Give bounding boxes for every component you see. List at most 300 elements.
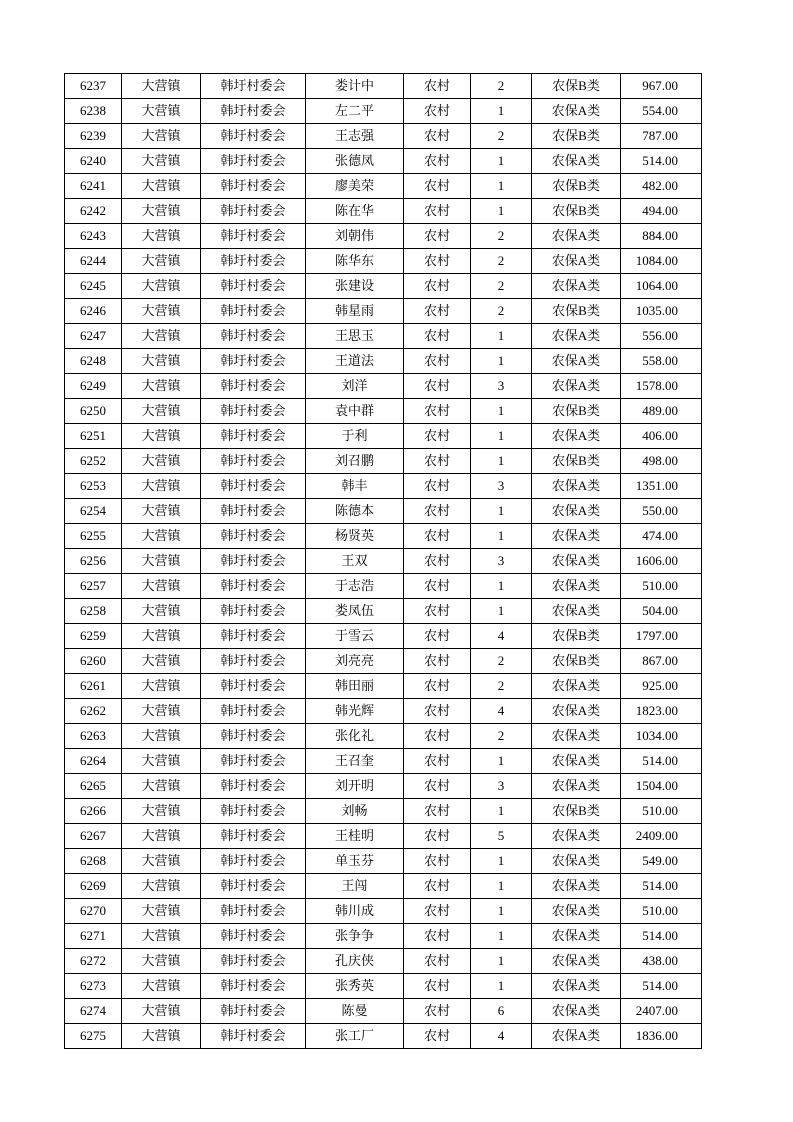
cell-residence-type: 农村 bbox=[404, 199, 471, 224]
cell-town: 大营镇 bbox=[122, 224, 201, 249]
cell-village-committee: 韩圩村委会 bbox=[201, 249, 306, 274]
cell-amount: 498.00 bbox=[621, 449, 702, 474]
cell-town: 大营镇 bbox=[122, 424, 201, 449]
cell-town: 大营镇 bbox=[122, 349, 201, 374]
cell-residence-type: 农村 bbox=[404, 174, 471, 199]
cell-town: 大营镇 bbox=[122, 99, 201, 124]
cell-name: 张德凤 bbox=[306, 149, 404, 174]
cell-person-count: 1 bbox=[471, 199, 532, 224]
cell-residence-type: 农村 bbox=[404, 299, 471, 324]
cell-amount: 1504.00 bbox=[621, 774, 702, 799]
cell-person-count: 1 bbox=[471, 449, 532, 474]
cell-insurance-category: 农保B类 bbox=[532, 649, 621, 674]
table-row bbox=[65, 299, 702, 324]
cell-village-committee: 韩圩村委会 bbox=[201, 774, 306, 799]
table-row bbox=[65, 149, 702, 174]
cell-amount: 1606.00 bbox=[621, 549, 702, 574]
cell-serial-number: 6241 bbox=[65, 174, 122, 199]
cell-village-committee: 韩圩村委会 bbox=[201, 74, 306, 99]
cell-town: 大营镇 bbox=[122, 649, 201, 674]
table-row bbox=[65, 124, 702, 149]
cell-insurance-category: 农保A类 bbox=[532, 549, 621, 574]
cell-serial-number: 6238 bbox=[65, 99, 122, 124]
cell-town: 大营镇 bbox=[122, 449, 201, 474]
cell-name: 王道法 bbox=[306, 349, 404, 374]
cell-serial-number: 6268 bbox=[65, 849, 122, 874]
cell-insurance-category: 农保A类 bbox=[532, 474, 621, 499]
cell-town: 大营镇 bbox=[122, 974, 201, 999]
cell-amount: 556.00 bbox=[621, 324, 702, 349]
table-body bbox=[65, 74, 702, 1049]
cell-serial-number: 6256 bbox=[65, 549, 122, 574]
cell-person-count: 4 bbox=[471, 624, 532, 649]
cell-person-count: 1 bbox=[471, 924, 532, 949]
cell-name: 袁中群 bbox=[306, 399, 404, 424]
cell-person-count: 4 bbox=[471, 699, 532, 724]
cell-amount: 494.00 bbox=[621, 199, 702, 224]
cell-village-committee: 韩圩村委会 bbox=[201, 949, 306, 974]
cell-town: 大营镇 bbox=[122, 124, 201, 149]
cell-person-count: 2 bbox=[471, 674, 532, 699]
cell-person-count: 5 bbox=[471, 824, 532, 849]
cell-town: 大营镇 bbox=[122, 849, 201, 874]
cell-amount: 474.00 bbox=[621, 524, 702, 549]
cell-person-count: 1 bbox=[471, 849, 532, 874]
cell-town: 大营镇 bbox=[122, 774, 201, 799]
cell-village-committee: 韩圩村委会 bbox=[201, 824, 306, 849]
cell-village-committee: 韩圩村委会 bbox=[201, 574, 306, 599]
cell-name: 王双 bbox=[306, 549, 404, 574]
cell-amount: 489.00 bbox=[621, 399, 702, 424]
table-row bbox=[65, 349, 702, 374]
cell-name: 孔庆侠 bbox=[306, 949, 404, 974]
table-row bbox=[65, 899, 702, 924]
cell-person-count: 1 bbox=[471, 749, 532, 774]
cell-amount: 482.00 bbox=[621, 174, 702, 199]
table-row bbox=[65, 224, 702, 249]
cell-amount: 787.00 bbox=[621, 124, 702, 149]
cell-insurance-category: 农保A类 bbox=[532, 499, 621, 524]
cell-name: 廖美荣 bbox=[306, 174, 404, 199]
cell-name: 刘开明 bbox=[306, 774, 404, 799]
cell-village-committee: 韩圩村委会 bbox=[201, 324, 306, 349]
cell-village-committee: 韩圩村委会 bbox=[201, 99, 306, 124]
table-row bbox=[65, 924, 702, 949]
table-row bbox=[65, 74, 702, 99]
cell-insurance-category: 农保B类 bbox=[532, 624, 621, 649]
cell-insurance-category: 农保A类 bbox=[532, 324, 621, 349]
cell-town: 大营镇 bbox=[122, 399, 201, 424]
cell-residence-type: 农村 bbox=[404, 124, 471, 149]
cell-name: 张建设 bbox=[306, 274, 404, 299]
cell-insurance-category: 农保A类 bbox=[532, 674, 621, 699]
table-row bbox=[65, 424, 702, 449]
cell-village-committee: 韩圩村委会 bbox=[201, 599, 306, 624]
cell-residence-type: 农村 bbox=[404, 74, 471, 99]
cell-village-committee: 韩圩村委会 bbox=[201, 699, 306, 724]
table-row bbox=[65, 824, 702, 849]
cell-residence-type: 农村 bbox=[404, 874, 471, 899]
cell-amount: 1351.00 bbox=[621, 474, 702, 499]
cell-name: 于利 bbox=[306, 424, 404, 449]
table-row bbox=[65, 274, 702, 299]
table-row bbox=[65, 874, 702, 899]
cell-insurance-category: 农保A类 bbox=[532, 249, 621, 274]
cell-serial-number: 6267 bbox=[65, 824, 122, 849]
cell-name: 单玉芬 bbox=[306, 849, 404, 874]
cell-name: 刘洋 bbox=[306, 374, 404, 399]
cell-amount: 1823.00 bbox=[621, 699, 702, 724]
cell-person-count: 1 bbox=[471, 99, 532, 124]
cell-name: 王思玉 bbox=[306, 324, 404, 349]
cell-amount: 510.00 bbox=[621, 574, 702, 599]
cell-name: 韩星雨 bbox=[306, 299, 404, 324]
cell-amount: 1035.00 bbox=[621, 299, 702, 324]
cell-name: 左二平 bbox=[306, 99, 404, 124]
cell-village-committee: 韩圩村委会 bbox=[201, 974, 306, 999]
cell-serial-number: 6239 bbox=[65, 124, 122, 149]
cell-village-committee: 韩圩村委会 bbox=[201, 874, 306, 899]
cell-insurance-category: 农保A类 bbox=[532, 224, 621, 249]
cell-serial-number: 6261 bbox=[65, 674, 122, 699]
cell-name: 于志浩 bbox=[306, 574, 404, 599]
cell-person-count: 4 bbox=[471, 1024, 532, 1049]
cell-town: 大营镇 bbox=[122, 749, 201, 774]
cell-residence-type: 农村 bbox=[404, 924, 471, 949]
cell-town: 大营镇 bbox=[122, 274, 201, 299]
cell-amount: 1797.00 bbox=[621, 624, 702, 649]
cell-residence-type: 农村 bbox=[404, 499, 471, 524]
cell-town: 大营镇 bbox=[122, 724, 201, 749]
table-row bbox=[65, 799, 702, 824]
cell-village-committee: 韩圩村委会 bbox=[201, 299, 306, 324]
cell-name: 杨贤英 bbox=[306, 524, 404, 549]
cell-serial-number: 6260 bbox=[65, 649, 122, 674]
cell-residence-type: 农村 bbox=[404, 974, 471, 999]
cell-person-count: 1 bbox=[471, 974, 532, 999]
cell-insurance-category: 农保A类 bbox=[532, 699, 621, 724]
cell-village-committee: 韩圩村委会 bbox=[201, 424, 306, 449]
cell-village-committee: 韩圩村委会 bbox=[201, 749, 306, 774]
cell-insurance-category: 农保A类 bbox=[532, 724, 621, 749]
cell-amount: 504.00 bbox=[621, 599, 702, 624]
cell-residence-type: 农村 bbox=[404, 449, 471, 474]
cell-village-committee: 韩圩村委会 bbox=[201, 399, 306, 424]
cell-insurance-category: 农保B类 bbox=[532, 799, 621, 824]
table-row bbox=[65, 199, 702, 224]
cell-residence-type: 农村 bbox=[404, 649, 471, 674]
table-row bbox=[65, 649, 702, 674]
table-row bbox=[65, 399, 702, 424]
cell-town: 大营镇 bbox=[122, 899, 201, 924]
cell-amount: 514.00 bbox=[621, 924, 702, 949]
table-row bbox=[65, 1024, 702, 1049]
cell-person-count: 1 bbox=[471, 574, 532, 599]
cell-serial-number: 6270 bbox=[65, 899, 122, 924]
cell-town: 大营镇 bbox=[122, 199, 201, 224]
cell-serial-number: 6255 bbox=[65, 524, 122, 549]
cell-residence-type: 农村 bbox=[404, 349, 471, 374]
cell-amount: 2407.00 bbox=[621, 999, 702, 1024]
cell-village-committee: 韩圩村委会 bbox=[201, 799, 306, 824]
cell-person-count: 1 bbox=[471, 324, 532, 349]
cell-residence-type: 农村 bbox=[404, 699, 471, 724]
cell-amount: 925.00 bbox=[621, 674, 702, 699]
cell-serial-number: 6243 bbox=[65, 224, 122, 249]
cell-serial-number: 6237 bbox=[65, 74, 122, 99]
cell-name: 王志强 bbox=[306, 124, 404, 149]
cell-person-count: 2 bbox=[471, 724, 532, 749]
cell-residence-type: 农村 bbox=[404, 849, 471, 874]
cell-amount: 514.00 bbox=[621, 149, 702, 174]
cell-name: 韩田丽 bbox=[306, 674, 404, 699]
cell-town: 大营镇 bbox=[122, 549, 201, 574]
cell-town: 大营镇 bbox=[122, 524, 201, 549]
cell-serial-number: 6246 bbox=[65, 299, 122, 324]
cell-residence-type: 农村 bbox=[404, 424, 471, 449]
cell-insurance-category: 农保A类 bbox=[532, 749, 621, 774]
cell-person-count: 1 bbox=[471, 399, 532, 424]
cell-serial-number: 6248 bbox=[65, 349, 122, 374]
cell-insurance-category: 农保A类 bbox=[532, 1024, 621, 1049]
cell-village-committee: 韩圩村委会 bbox=[201, 499, 306, 524]
table-row bbox=[65, 324, 702, 349]
cell-amount: 549.00 bbox=[621, 849, 702, 874]
cell-insurance-category: 农保A类 bbox=[532, 774, 621, 799]
cell-insurance-category: 农保A类 bbox=[532, 999, 621, 1024]
cell-amount: 514.00 bbox=[621, 874, 702, 899]
cell-serial-number: 6273 bbox=[65, 974, 122, 999]
cell-village-committee: 韩圩村委会 bbox=[201, 899, 306, 924]
cell-person-count: 1 bbox=[471, 949, 532, 974]
cell-insurance-category: 农保B类 bbox=[532, 74, 621, 99]
table-row bbox=[65, 499, 702, 524]
cell-serial-number: 6240 bbox=[65, 149, 122, 174]
cell-serial-number: 6249 bbox=[65, 374, 122, 399]
table-row bbox=[65, 674, 702, 699]
cell-village-committee: 韩圩村委会 bbox=[201, 124, 306, 149]
cell-residence-type: 农村 bbox=[404, 749, 471, 774]
cell-person-count: 2 bbox=[471, 649, 532, 674]
cell-name: 刘朝伟 bbox=[306, 224, 404, 249]
cell-serial-number: 6274 bbox=[65, 999, 122, 1024]
cell-village-committee: 韩圩村委会 bbox=[201, 674, 306, 699]
cell-village-committee: 韩圩村委会 bbox=[201, 174, 306, 199]
cell-name: 陈德本 bbox=[306, 499, 404, 524]
cell-town: 大营镇 bbox=[122, 74, 201, 99]
cell-person-count: 1 bbox=[471, 499, 532, 524]
cell-insurance-category: 农保A类 bbox=[532, 274, 621, 299]
cell-amount: 1578.00 bbox=[621, 374, 702, 399]
cell-village-committee: 韩圩村委会 bbox=[201, 999, 306, 1024]
cell-insurance-category: 农保A类 bbox=[532, 824, 621, 849]
cell-insurance-category: 农保A类 bbox=[532, 949, 621, 974]
table-row bbox=[65, 599, 702, 624]
cell-name: 韩光辉 bbox=[306, 699, 404, 724]
cell-village-committee: 韩圩村委会 bbox=[201, 199, 306, 224]
cell-insurance-category: 农保A类 bbox=[532, 874, 621, 899]
cell-serial-number: 6259 bbox=[65, 624, 122, 649]
cell-residence-type: 农村 bbox=[404, 549, 471, 574]
cell-person-count: 3 bbox=[471, 374, 532, 399]
cell-serial-number: 6250 bbox=[65, 399, 122, 424]
cell-town: 大营镇 bbox=[122, 824, 201, 849]
cell-village-committee: 韩圩村委会 bbox=[201, 474, 306, 499]
cell-serial-number: 6253 bbox=[65, 474, 122, 499]
cell-town: 大营镇 bbox=[122, 599, 201, 624]
cell-residence-type: 农村 bbox=[404, 474, 471, 499]
cell-name: 韩川成 bbox=[306, 899, 404, 924]
cell-village-committee: 韩圩村委会 bbox=[201, 349, 306, 374]
cell-town: 大营镇 bbox=[122, 1024, 201, 1049]
cell-town: 大营镇 bbox=[122, 149, 201, 174]
cell-serial-number: 6266 bbox=[65, 799, 122, 824]
cell-town: 大营镇 bbox=[122, 174, 201, 199]
cell-insurance-category: 农保A类 bbox=[532, 899, 621, 924]
cell-person-count: 2 bbox=[471, 249, 532, 274]
cell-insurance-category: 农保B类 bbox=[532, 199, 621, 224]
table-row bbox=[65, 974, 702, 999]
cell-amount: 558.00 bbox=[621, 349, 702, 374]
cell-insurance-category: 农保A类 bbox=[532, 974, 621, 999]
cell-serial-number: 6269 bbox=[65, 874, 122, 899]
cell-amount: 510.00 bbox=[621, 799, 702, 824]
cell-serial-number: 6272 bbox=[65, 949, 122, 974]
cell-name: 刘亮亮 bbox=[306, 649, 404, 674]
cell-person-count: 2 bbox=[471, 224, 532, 249]
cell-insurance-category: 农保A类 bbox=[532, 849, 621, 874]
cell-town: 大营镇 bbox=[122, 924, 201, 949]
cell-serial-number: 6264 bbox=[65, 749, 122, 774]
table-row bbox=[65, 99, 702, 124]
table-row bbox=[65, 724, 702, 749]
cell-amount: 967.00 bbox=[621, 74, 702, 99]
cell-name: 陈华东 bbox=[306, 249, 404, 274]
cell-person-count: 6 bbox=[471, 999, 532, 1024]
cell-insurance-category: 农保A类 bbox=[532, 524, 621, 549]
cell-serial-number: 6275 bbox=[65, 1024, 122, 1049]
cell-name: 刘召鹏 bbox=[306, 449, 404, 474]
cell-town: 大营镇 bbox=[122, 799, 201, 824]
cell-residence-type: 农村 bbox=[404, 799, 471, 824]
table-row bbox=[65, 174, 702, 199]
cell-village-committee: 韩圩村委会 bbox=[201, 649, 306, 674]
cell-name: 王桂明 bbox=[306, 824, 404, 849]
cell-serial-number: 6242 bbox=[65, 199, 122, 224]
cell-person-count: 2 bbox=[471, 274, 532, 299]
cell-town: 大营镇 bbox=[122, 474, 201, 499]
cell-town: 大营镇 bbox=[122, 674, 201, 699]
cell-insurance-category: 农保A类 bbox=[532, 349, 621, 374]
cell-village-committee: 韩圩村委会 bbox=[201, 449, 306, 474]
cell-amount: 514.00 bbox=[621, 749, 702, 774]
cell-name: 于雪云 bbox=[306, 624, 404, 649]
cell-town: 大营镇 bbox=[122, 324, 201, 349]
cell-serial-number: 6247 bbox=[65, 324, 122, 349]
cell-serial-number: 6258 bbox=[65, 599, 122, 624]
cell-village-committee: 韩圩村委会 bbox=[201, 524, 306, 549]
cell-person-count: 1 bbox=[471, 899, 532, 924]
cell-village-committee: 韩圩村委会 bbox=[201, 849, 306, 874]
cell-serial-number: 6254 bbox=[65, 499, 122, 524]
cell-residence-type: 农村 bbox=[404, 374, 471, 399]
cell-person-count: 1 bbox=[471, 799, 532, 824]
cell-town: 大营镇 bbox=[122, 624, 201, 649]
cell-village-committee: 韩圩村委会 bbox=[201, 924, 306, 949]
cell-serial-number: 6252 bbox=[65, 449, 122, 474]
cell-person-count: 1 bbox=[471, 349, 532, 374]
cell-insurance-category: 农保A类 bbox=[532, 374, 621, 399]
cell-residence-type: 农村 bbox=[404, 249, 471, 274]
cell-insurance-category: 农保A类 bbox=[532, 149, 621, 174]
cell-name: 张化礼 bbox=[306, 724, 404, 749]
cell-person-count: 3 bbox=[471, 549, 532, 574]
cell-amount: 1064.00 bbox=[621, 274, 702, 299]
cell-person-count: 1 bbox=[471, 599, 532, 624]
table-row bbox=[65, 749, 702, 774]
cell-person-count: 1 bbox=[471, 524, 532, 549]
cell-amount: 2409.00 bbox=[621, 824, 702, 849]
cell-residence-type: 农村 bbox=[404, 999, 471, 1024]
cell-person-count: 1 bbox=[471, 149, 532, 174]
cell-residence-type: 农村 bbox=[404, 524, 471, 549]
cell-residence-type: 农村 bbox=[404, 824, 471, 849]
cell-insurance-category: 农保A类 bbox=[532, 99, 621, 124]
cell-insurance-category: 农保A类 bbox=[532, 574, 621, 599]
cell-amount: 554.00 bbox=[621, 99, 702, 124]
cell-town: 大营镇 bbox=[122, 249, 201, 274]
cell-residence-type: 农村 bbox=[404, 674, 471, 699]
cell-insurance-category: 农保B类 bbox=[532, 174, 621, 199]
cell-name: 娄凤伍 bbox=[306, 599, 404, 624]
cell-residence-type: 农村 bbox=[404, 724, 471, 749]
cell-residence-type: 农村 bbox=[404, 599, 471, 624]
cell-insurance-category: 农保A类 bbox=[532, 599, 621, 624]
cell-village-committee: 韩圩村委会 bbox=[201, 374, 306, 399]
cell-town: 大营镇 bbox=[122, 949, 201, 974]
table-row bbox=[65, 699, 702, 724]
cell-person-count: 1 bbox=[471, 424, 532, 449]
cell-name: 王闯 bbox=[306, 874, 404, 899]
cell-amount: 510.00 bbox=[621, 899, 702, 924]
table-row bbox=[65, 999, 702, 1024]
cell-name: 张秀英 bbox=[306, 974, 404, 999]
cell-insurance-category: 农保B类 bbox=[532, 299, 621, 324]
cell-name: 王召奎 bbox=[306, 749, 404, 774]
cell-name: 娄计中 bbox=[306, 74, 404, 99]
cell-residence-type: 农村 bbox=[404, 574, 471, 599]
table-row bbox=[65, 449, 702, 474]
cell-village-committee: 韩圩村委会 bbox=[201, 549, 306, 574]
cell-name: 陈在华 bbox=[306, 199, 404, 224]
cell-residence-type: 农村 bbox=[404, 324, 471, 349]
cell-insurance-category: 农保A类 bbox=[532, 424, 621, 449]
table-row bbox=[65, 774, 702, 799]
cell-residence-type: 农村 bbox=[404, 99, 471, 124]
table-row bbox=[65, 524, 702, 549]
cell-residence-type: 农村 bbox=[404, 399, 471, 424]
cell-serial-number: 6263 bbox=[65, 724, 122, 749]
cell-amount: 1084.00 bbox=[621, 249, 702, 274]
cell-person-count: 1 bbox=[471, 874, 532, 899]
cell-town: 大营镇 bbox=[122, 699, 201, 724]
table-row bbox=[65, 549, 702, 574]
cell-residence-type: 农村 bbox=[404, 1024, 471, 1049]
cell-residence-type: 农村 bbox=[404, 274, 471, 299]
cell-residence-type: 农村 bbox=[404, 899, 471, 924]
cell-person-count: 2 bbox=[471, 299, 532, 324]
cell-village-committee: 韩圩村委会 bbox=[201, 724, 306, 749]
